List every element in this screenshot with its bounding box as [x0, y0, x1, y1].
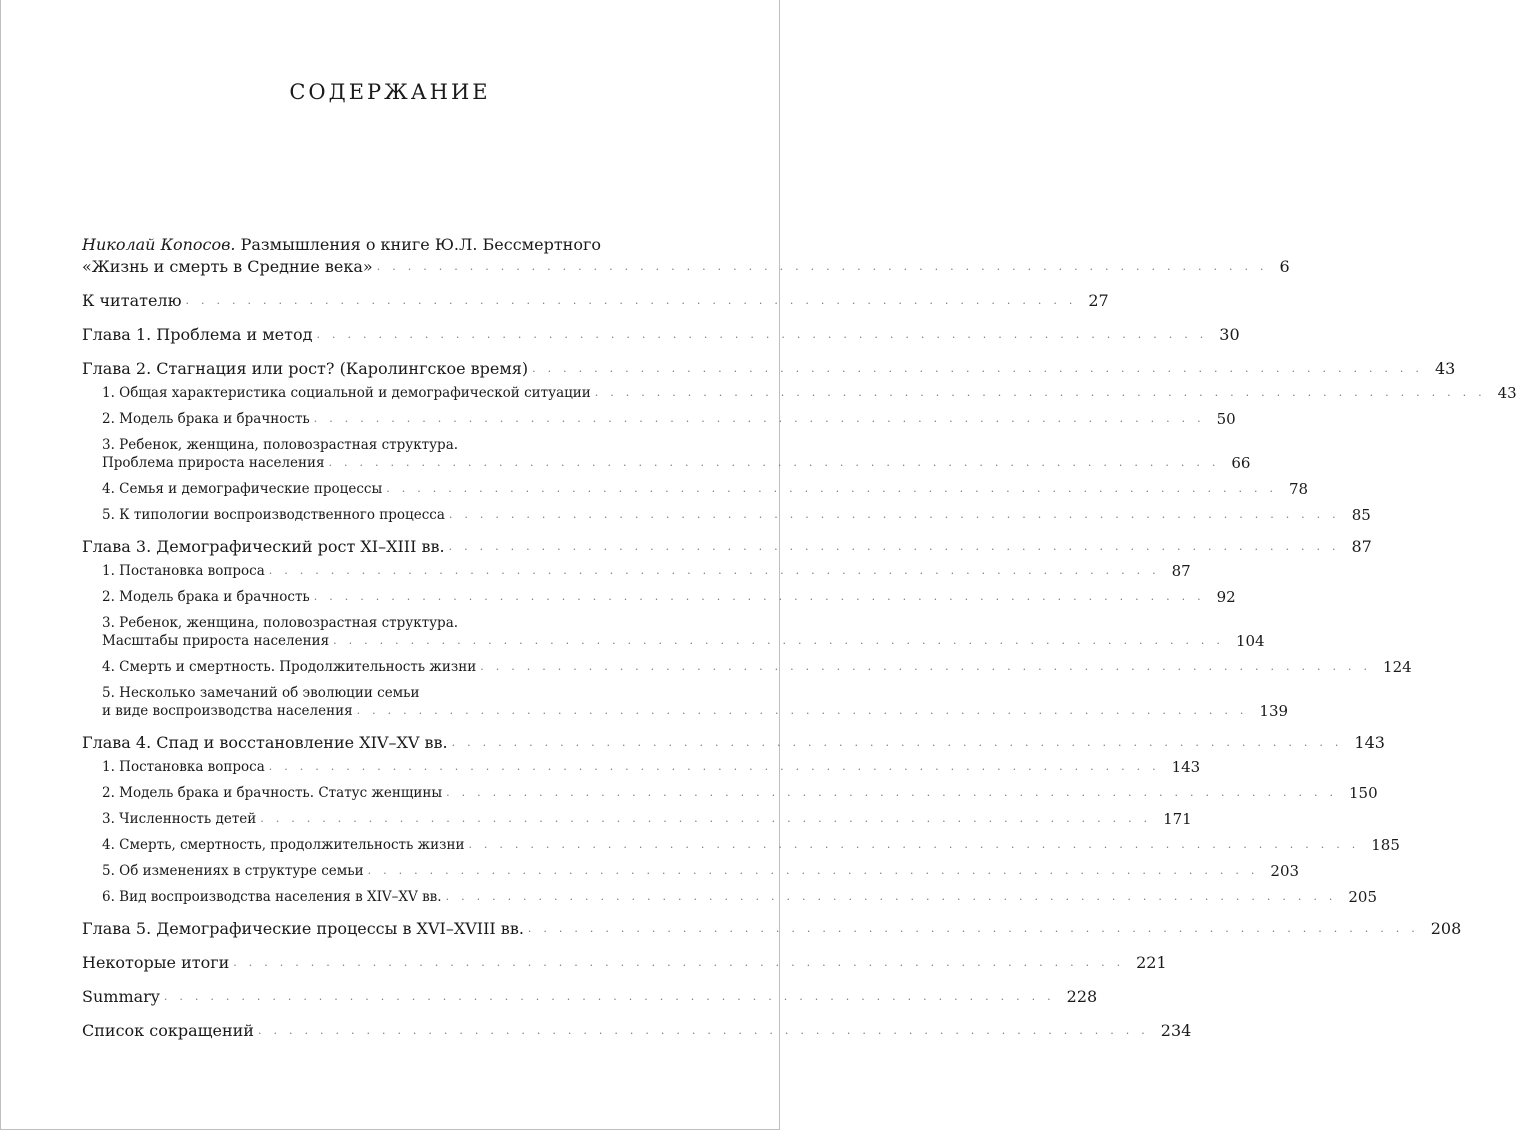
entry-title: 2. Модель брака и брачность — [102, 411, 310, 427]
leader-dots: .......................................................... — [260, 812, 1160, 825]
toc-subentry — [82, 862, 1300, 880]
entry-title-line1: Размышления о книге Ю.Л. Бессмертного — [240, 235, 601, 254]
page-number: 171 — [1163, 810, 1192, 828]
leader-dots: .......................................................... — [527, 922, 1427, 935]
entry-title: К читателю — [82, 291, 182, 310]
leader-dots: .......................................................... — [333, 634, 1232, 647]
entry-title-line2: Проблема прироста населения — [102, 455, 325, 471]
page-number: 124 — [1383, 658, 1412, 676]
entry-title: 4. Семья и демографические процессы — [102, 481, 383, 497]
page-number: 208 — [1430, 919, 1462, 938]
page-number: 43 — [1434, 359, 1456, 378]
page-number: 43 — [1497, 384, 1517, 402]
leader-dots: .......................................................... — [448, 508, 1348, 521]
toc-subentry — [82, 784, 1378, 802]
toc-subentry — [82, 410, 1236, 428]
page-number: 66 — [1231, 454, 1251, 472]
leader-dots: .......................................................... — [468, 838, 1368, 851]
page-number: 6 — [1279, 257, 1290, 276]
entry-title: 5. К типологии воспроизводственного процесса — [102, 507, 445, 523]
toc-entry-preface-essay — [82, 234, 1290, 278]
page-number: 27 — [1088, 291, 1109, 310]
entry-title: Некоторые итоги — [82, 953, 230, 972]
page-title: СОДЕРЖАНИЕ — [289, 80, 491, 104]
toc-subentry — [82, 384, 1517, 402]
leader-dots: .......................................................... — [446, 786, 1345, 799]
entry-title-line1: 5. Несколько замечаний об эволюции семьи — [102, 685, 420, 701]
toc-entry — [82, 324, 1240, 346]
toc-entry-chapter-4 — [82, 732, 1385, 754]
toc-subentry — [82, 588, 1236, 606]
page-number: 50 — [1216, 410, 1236, 428]
toc-entry — [82, 1020, 1192, 1042]
entry-title-line2: и виде воспроизводства населения — [102, 703, 353, 719]
toc-entry-chapter-3 — [82, 536, 1372, 558]
entry-title: 3. Численность детей — [102, 811, 257, 827]
leader-dots: .......................................................... — [257, 1024, 1157, 1037]
leader-dots: .......................................................... — [594, 386, 1494, 399]
toc-subentry — [82, 480, 1309, 498]
toc-subentry — [82, 836, 1400, 854]
table-of-contents — [82, 234, 1517, 1042]
page-number: 185 — [1371, 836, 1400, 854]
entry-title: 1. Общая характеристика социальной и демографической ситуации — [102, 385, 591, 401]
toc-subentry — [82, 436, 1251, 472]
entry-title-line2: «Жизнь и смерть в Средние века» — [82, 257, 373, 276]
page-number: 139 — [1259, 702, 1289, 720]
toc-subentry — [82, 684, 1289, 720]
leader-dots: .......................................................... — [313, 590, 1213, 603]
page-number: 221 — [1136, 953, 1167, 972]
page-number: 150 — [1348, 784, 1378, 802]
entry-title: Глава 5. Демографические процессы в XVI–XVIII вв. — [82, 919, 524, 938]
leader-dots: .......................................................... — [532, 362, 1431, 375]
entry-author: Николай Копосов. — [82, 235, 236, 254]
toc-subentry — [82, 658, 1412, 676]
page-number: 92 — [1216, 588, 1236, 606]
entry-title: Глава 1. Проблема и метод — [82, 325, 313, 344]
entry-title-line2: Масштабы прироста населения — [102, 633, 330, 649]
entry-title: Глава 4. Спад и восстановление XIV–XV вв. — [82, 733, 448, 752]
toc-subentry — [82, 888, 1378, 906]
toc-subentry — [82, 614, 1265, 650]
page-number: 205 — [1348, 888, 1378, 906]
toc-subentry — [82, 562, 1191, 580]
leader-dots: .......................................................... — [445, 890, 1345, 903]
leader-dots: .......................................................... — [233, 956, 1133, 969]
leader-dots: .......................................................... — [328, 456, 1228, 469]
entry-title-line1: 3. Ребенок, женщина, половозрастная структура. — [102, 437, 459, 453]
leader-dots: .......................................................... — [313, 412, 1213, 425]
page-number: 234 — [1160, 1021, 1192, 1040]
page-number: 87 — [1351, 537, 1372, 556]
page-number: 143 — [1354, 733, 1385, 752]
entry-title: 4. Смерть и смертность. Продолжительность жизни — [102, 659, 477, 675]
leader-dots: .......................................................... — [367, 864, 1267, 877]
page-number: 104 — [1235, 632, 1265, 650]
page-number: 228 — [1066, 987, 1098, 1006]
entry-title: Список сокращений — [82, 1021, 254, 1040]
toc-subentry — [82, 758, 1201, 776]
leader-dots: .......................................................... — [376, 260, 1276, 273]
leader-dots: .......................................................... — [163, 990, 1063, 1003]
page-number: 87 — [1171, 562, 1191, 580]
entry-title: 6. Вид воспроизводства населения в XIV–XV вв. — [102, 889, 442, 905]
page-number: 85 — [1351, 506, 1371, 524]
entry-title: Глава 3. Демографический рост XI–XIII вв. — [82, 537, 445, 556]
leader-dots: .......................................................... — [356, 704, 1256, 717]
page-number: 203 — [1270, 862, 1300, 880]
entry-title: 1. Постановка вопроса — [102, 563, 265, 579]
entry-title: 1. Постановка вопроса — [102, 759, 265, 775]
toc-subentry — [82, 506, 1371, 524]
toc-entry-chapter-2 — [82, 358, 1456, 380]
entry-title: 2. Модель брака и брачность — [102, 589, 310, 605]
leader-dots: .......................................................... — [448, 540, 1348, 553]
entry-title-line1: 3. Ребенок, женщина, половозрастная структура. — [102, 615, 459, 631]
leader-dots: .......................................................... — [451, 736, 1351, 749]
entry-title: 4. Смерть, смертность, продолжительность жизни — [102, 837, 465, 853]
entry-title: Глава 2. Стагнация или рост? (Каролингское время) — [82, 359, 529, 378]
toc-entry-chapter-5 — [82, 918, 1462, 940]
toc-entry — [82, 952, 1167, 974]
leader-dots: .......................................................... — [268, 760, 1168, 773]
page-number: 143 — [1171, 758, 1201, 776]
leader-dots: .......................................................... — [480, 660, 1380, 673]
leader-dots: .......................................................... — [386, 482, 1286, 495]
entry-title: Summary — [82, 987, 160, 1006]
toc-entry — [82, 986, 1098, 1008]
entry-title: 2. Модель брака и брачность. Статус женщины — [102, 785, 443, 801]
page-number: 30 — [1219, 325, 1240, 344]
leader-dots: .......................................................... — [185, 294, 1085, 307]
leader-dots: .......................................................... — [316, 328, 1216, 341]
leader-dots: .......................................................... — [268, 564, 1168, 577]
toc-entry — [82, 290, 1109, 312]
toc-subentry — [82, 810, 1192, 828]
entry-title: 5. Об изменениях в структуре семьи — [102, 863, 364, 879]
page-number: 78 — [1289, 480, 1309, 498]
